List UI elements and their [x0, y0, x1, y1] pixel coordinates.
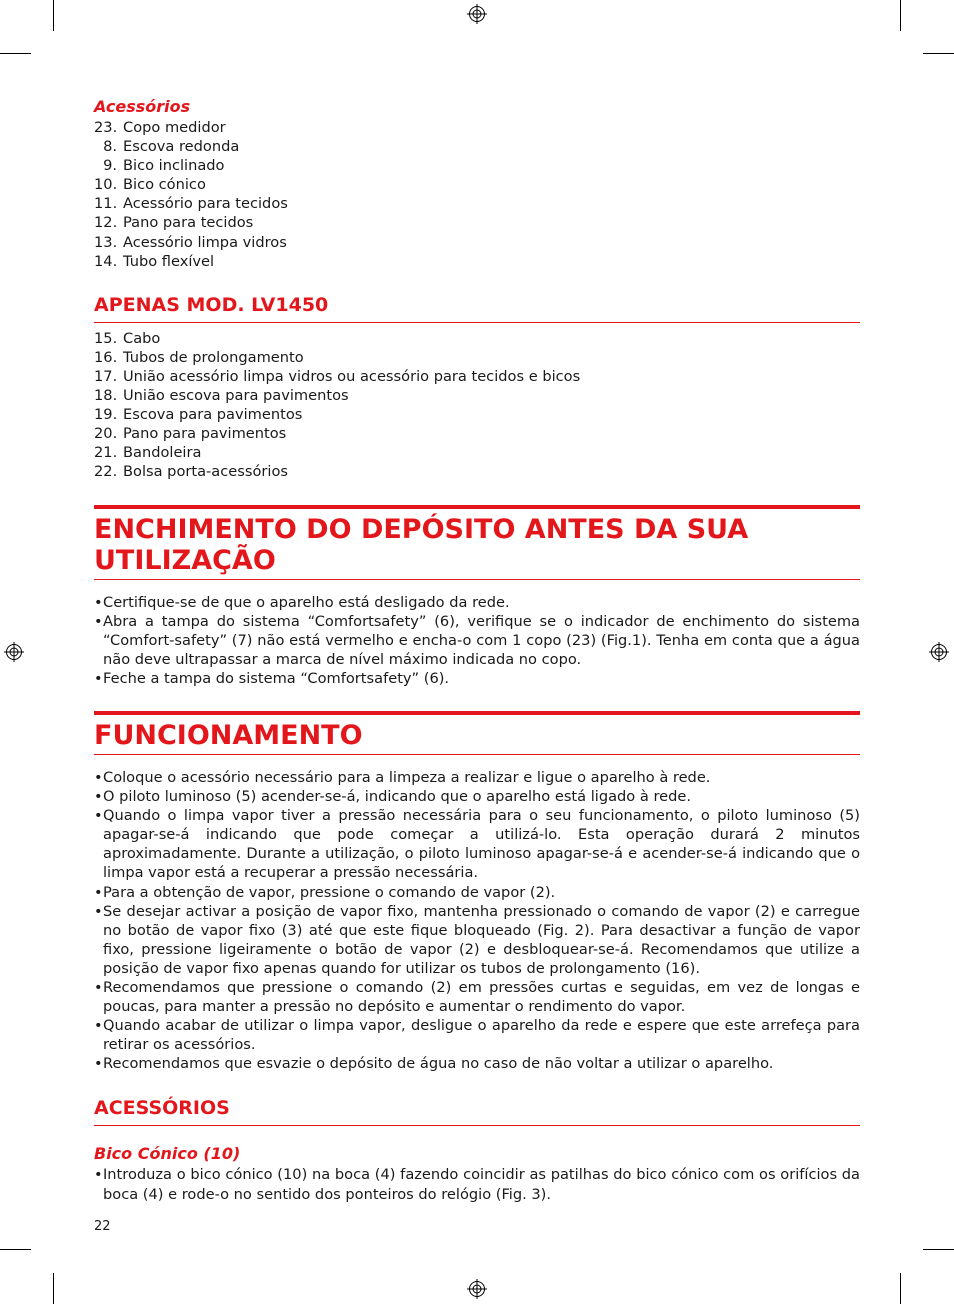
crop-mark	[923, 53, 954, 54]
list-item: • Se desejar activar a posição de vapor fixo, mantenha pressionado o comando de vapor (2) e carregue no botão de vapor fixo (3) até que este fique bloqueado (Fig. 2). Para desactivar a função de vapor fixo, pressione ligeiramente o botão de vapor (2) e desbloquear-se-á. Recomendamos que utilize a posição de vapor fixo apenas quando for utilizar os tubos de prolongamento (16).	[94, 902, 860, 978]
list-item: 22. Bolsa porta-acessórios	[94, 463, 288, 481]
crop-mark	[923, 1249, 954, 1250]
list-item: • Quando o limpa vapor tiver a pressão necessária para o seu funcionamento, o piloto luminoso (5) apagar-se-á indicando que pode começar a utilizá-lo. Esta operação durará 2 minutos aproximadamente. Durante a utilização, o piloto luminoso apagar-se-á e acender-se-á indicando que o limpa vapor está a recuperar a pressão necessária.	[94, 806, 860, 882]
list-item: • Para a obtenção de vapor, pressione o comando de vapor (2).	[94, 883, 860, 902]
list-item: 18. União escova para pavimentos	[94, 387, 349, 405]
conical-nozzle-instructions	[94, 1165, 860, 1203]
list-item: • Recomendamos que esvazie o depósito de água no caso de não voltar a utilizar o aparelho.	[94, 1054, 860, 1073]
list-item: 20. Pano para pavimentos	[94, 425, 287, 443]
crop-mark	[0, 53, 31, 54]
registration-mark-icon	[4, 642, 24, 662]
list-item: 13. Acessório limpa vidros	[94, 233, 287, 251]
operation-instructions	[94, 768, 860, 1074]
conical-nozzle-title: Bico Cónico (10)	[94, 1144, 241, 1164]
list-item: 19. Escova para pavimentos	[94, 406, 303, 424]
list-item: • O piloto luminoso (5) acender-se-á, indicando que o aparelho está ligado à rede.	[94, 787, 860, 806]
list-item: 8. Escova redonda	[103, 138, 240, 156]
crop-mark	[900, 0, 901, 31]
registration-mark-icon	[467, 4, 487, 24]
list-item: 16. Tubos de prolongamento	[94, 348, 304, 366]
list-item: 12. Pano para tecidos	[94, 214, 254, 232]
list-item: 21. Bandoleira	[94, 444, 202, 462]
list-item: 10. Bico cónico	[94, 176, 206, 194]
crop-mark	[53, 0, 54, 31]
page-number: 22	[94, 1219, 111, 1234]
list-item: • Recomendamos que pressione o comando (2) em pressões curtas e seguidas, em vez de longas e poucas, para manter a pressão no depósito e aumentar o rendimento do vapor.	[94, 978, 860, 1016]
accessories-list	[94, 118, 860, 271]
list-item: 17. União acessório limpa vidros ou acessório para tecidos e bicos	[94, 367, 581, 385]
crop-mark	[53, 1273, 54, 1304]
list-item: • Certifique-se de que o aparelho está desligado da rede.	[94, 593, 860, 612]
model-parts-list	[94, 329, 860, 482]
list-item: • Introduza o bico cónico (10) na boca (4) fazendo coincidir as patilhas do bico cónico com os orifícios da boca (4) e rode-o no sentido dos ponteiros do relógio (Fig. 3).	[94, 1165, 860, 1203]
filling-section-title: ENCHIMENTO DO DEPÓSITO ANTES DA SUA UTILIZAÇÃO	[94, 505, 860, 580]
registration-mark-icon	[929, 642, 949, 662]
list-item: • Coloque o acessório necessário para a limpeza a realizar e ligue o aparelho à rede.	[94, 768, 860, 787]
list-item: 14. Tubo flexível	[94, 252, 215, 270]
list-item: 11. Acessório para tecidos	[94, 195, 288, 213]
accessories-section-title: ACESSÓRIOS	[94, 1096, 860, 1126]
model-section-title: APENAS MOD. LV1450	[94, 293, 860, 323]
accessories-list-title: Acessórios	[94, 97, 191, 116]
page-content	[94, 96, 860, 1204]
list-item: • Feche a tampa do sistema “Comfortsafety” (6).	[94, 669, 860, 688]
list-item: 15. Cabo	[94, 329, 161, 347]
list-item: 9. Bico inclinado	[103, 157, 225, 175]
registration-mark-icon	[467, 1279, 487, 1299]
crop-mark	[900, 1273, 901, 1304]
crop-mark	[0, 1249, 31, 1250]
list-item: • Quando acabar de utilizar o limpa vapor, desligue o aparelho da rede e espere que este arrefeça para retirar os acessórios.	[94, 1016, 860, 1054]
operation-section-title: FUNCIONAMENTO	[94, 711, 860, 755]
list-item: 23. Copo medidor	[94, 119, 226, 136]
filling-instructions	[94, 593, 860, 688]
list-item: • Abra a tampa do sistema “Comfortsafety” (6), verifique se o indicador de enchimento do sistema “Comfort-safety” (7) não está vermelho e encha-o com 1 copo (23) (Fig.1). Tenha em conta que a água não deve ultrapassar a marca de nível máximo indicada no copo.	[94, 612, 860, 669]
